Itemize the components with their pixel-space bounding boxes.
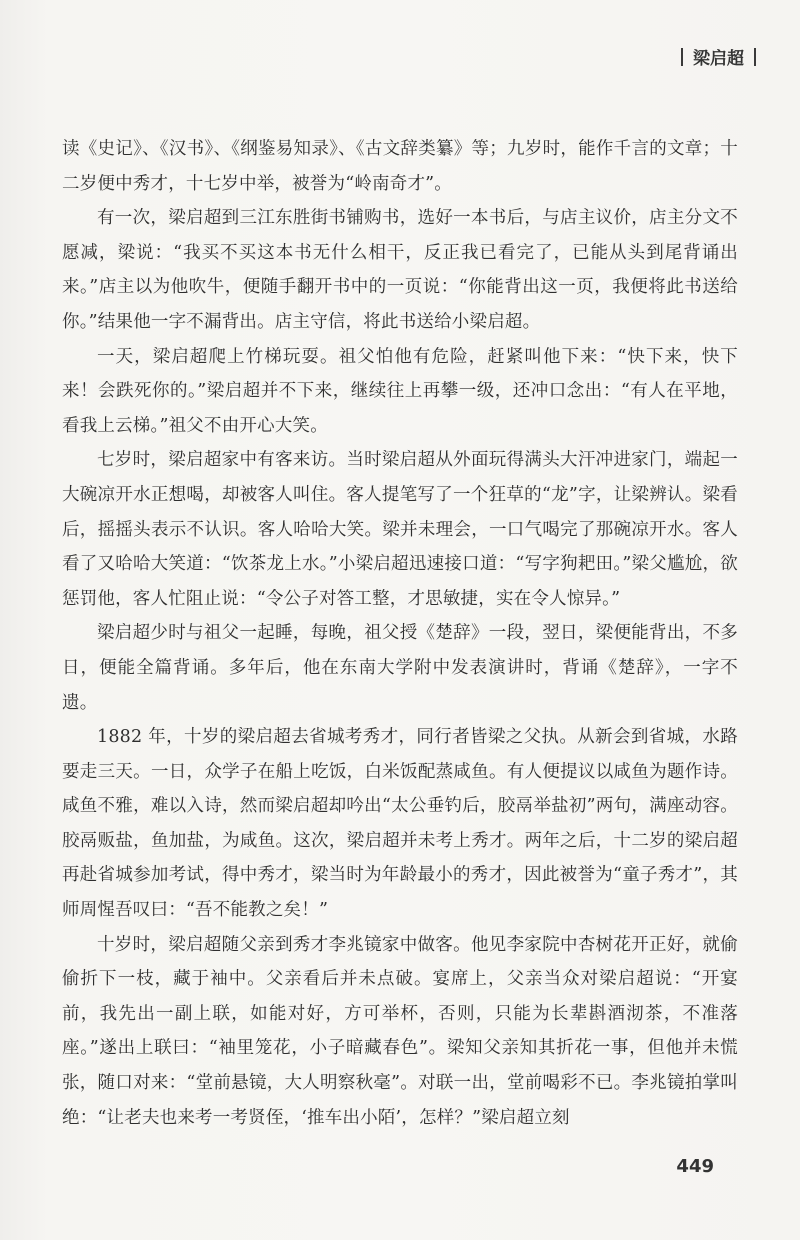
running-header xyxy=(681,44,756,69)
paragraph: 1882 年，十岁的梁启超去省城考秀才，同行者皆梁之父执。从新会到省城，水路要走三天。一日，众学子在船上吃饭，白米饭配蒸咸鱼。有人便提议以咸鱼为题作诗。咸鱼不雅，难以入诗，然而梁启超却吟出“太公垂钓后，胶鬲举盐初”两句，满座动容。胶鬲贩盐，鱼加盐，为咸鱼。这次，梁启超并未考上秀才。两年之后，十二岁的梁启超再赴省城参加考试，得中秀才，梁当时为年龄最小的秀才，因此被誉为“童子秀才”，其师周惺吾叹曰：“吾不能教之矣！” xyxy=(62,727,738,921)
paragraph: 七岁时，梁启超家中有客来访。当时梁启超从外面玩得满头大汗冲进家门，端起一大碗凉开水正想喝，却被客人叫住。客人提笔写了一个狂草的“龙”字，让梁辨认。梁看后，摇摇头表示不认识。客人哈哈大笑。梁并未理会，一口气喝完了那碗凉开水。客人看了又哈哈大笑道：“饮茶龙上水。”小梁启超迅速接口道：“写字狗耙田。”梁父尴尬，欲惩罚他，客人忙阻止说：“令公子对答工整，才思敏捷，实在令人惊异。” xyxy=(62,450,738,609)
header-divider-right xyxy=(754,48,756,66)
paragraph: 读《史记》、《汉书》、《纲鉴易知录》、《古文辞类纂》等；九岁时，能作千言的文章；十二岁便中秀才，十七岁中举，被誉为“岭南奇才”。 xyxy=(62,139,738,194)
paragraph: 一天，梁启超爬上竹梯玩耍。祖父怕他有危险，赶紧叫他下来：“快下来，快下来！会跌死你的。”梁启超并不下来，继续往上再攀一级，还冲口念出：“有人在平地，看我上云梯。”祖父不由开心大笑。 xyxy=(62,346,738,436)
body-text xyxy=(62,132,738,1135)
paragraph: 梁启超少时与祖父一起睡，每晚，祖父授《楚辞》一段，翌日，梁便能背出，不多日，便能全篇背诵。多年后，他在东南大学附中发表演讲时，背诵《楚辞》，一字不遗。 xyxy=(62,623,738,713)
page-number: 449 xyxy=(676,1156,714,1177)
running-header-title: 梁启超 xyxy=(693,49,744,69)
paragraph: 有一次，梁启超到三江东胜街书铺购书，选好一本书后，与店主议价，店主分文不愿减，梁说：“我买不买这本书无什么相干，反正我已看完了，已能从头到尾背诵出来。”店主以为他吹牛，便随手翻开书中的一页说：“你能背出这一页，我便将此书送给你。”结果他一字不漏背出。店主守信，将此书送给小梁启超。 xyxy=(62,208,738,332)
paragraph: 十岁时，梁启超随父亲到秀才李兆镜家中做客。他见李家院中杏树花开正好，就偷偷折下一枝，藏于袖中。父亲看后并未点破。宴席上，父亲当众对梁启超说：“开宴前，我先出一副上联，如能对好，方可举杯，否则，只能为长辈斟酒沏茶，不准落座。”遂出上联曰：“袖里笼花，小子暗藏春色”。梁知父亲知其折花一事，但他并未慌张，随口对来：“堂前悬镜，大人明察秋毫”。对联一出，堂前喝彩不已。李兆镜拍掌叫绝：“让老夫也来考一考贤侄，‘推车出小陌’，怎样？”梁启超立刻 xyxy=(62,934,738,1128)
header-divider-left xyxy=(681,48,683,66)
